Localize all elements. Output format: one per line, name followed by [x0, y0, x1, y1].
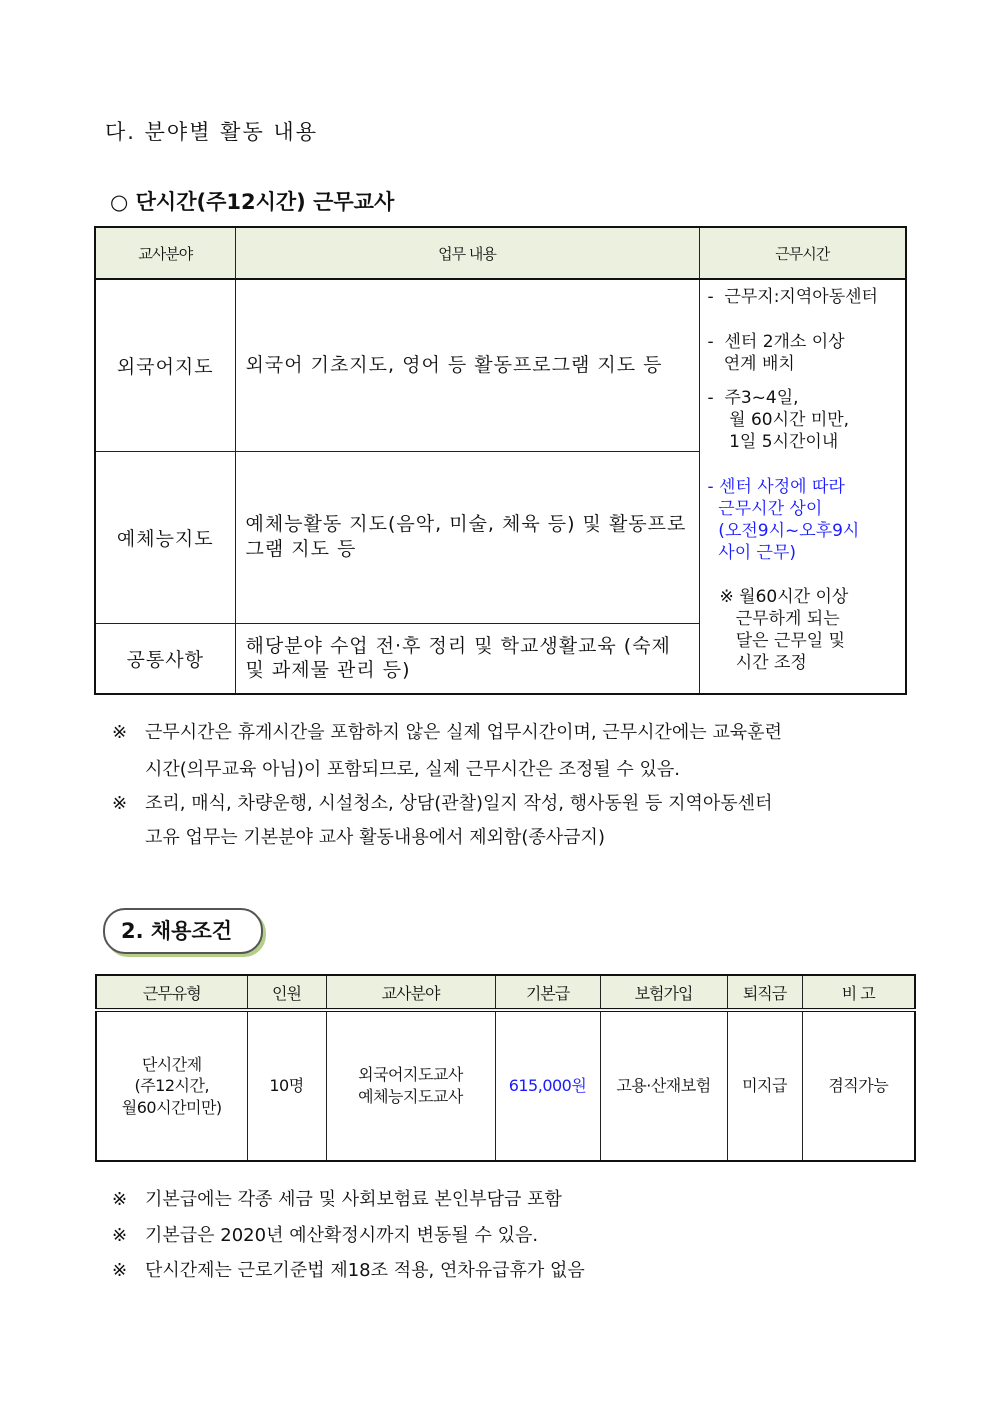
header-remarks: 비 고 [802, 975, 915, 1010]
note-mark: ※ [112, 793, 128, 814]
note-mark: ※ [112, 1260, 128, 1281]
header-insurance: 보험가입 [600, 975, 727, 1010]
header-duty: 업무 내용 [235, 227, 699, 279]
cell-remarks: 겸직가능 [802, 1010, 915, 1161]
header-field: 교사분야 [326, 975, 495, 1010]
header-field: 교사분야 [95, 227, 235, 279]
subsection-heading: ○ 단시간(주12시간) 근무교사 [110, 190, 395, 214]
hours-center-variation: - 센터 사정에 따라 근무시간 상이 (오전9시~오후9시 사이 근무) [707, 477, 860, 564]
note-line: 조리, 매식, 차량운행, 시설청소, 상담(관찰)일지 작성, 행사동원 등 지역아동센터 [145, 793, 773, 814]
hours-note: ※ 월60시간 이상 근무하게 되는 달은 근무일 및 시간 조정 [719, 587, 849, 674]
section-heading: 다. 분야별 활동 내용 [105, 120, 318, 144]
note-working-hours [112, 724, 902, 784]
note-text: 기본급은 2020년 예산확정시까지 변동될 수 있음. [145, 1225, 539, 1246]
note-salary-change [112, 1227, 902, 1249]
note-mark: ※ [112, 1225, 128, 1246]
note-excluded-duties [112, 795, 902, 855]
row-foreign-language-field: 외국어지도 [95, 279, 235, 451]
note-line: 고유 업무는 기본분야 교사 활동내용에서 제외함(종사금지) [145, 827, 605, 848]
note-text: 단시간제는 근로기준법 제18조 적용, 연차유급휴가 없음 [145, 1260, 585, 1281]
row-foreign-language-duty: 외국어 기초지도, 영어 등 활동프로그램 지도 등 [235, 279, 699, 451]
cell-insurance: 고용·산재보험 [600, 1010, 727, 1161]
header-severance: 퇴직금 [727, 975, 802, 1010]
row-common-field: 공통사항 [95, 623, 235, 694]
row-common-duty: 해당분야 수업 전·후 정리 및 학교생활교육 (숙제 및 과제물 관리 등) [235, 623, 699, 694]
note-labor-law [112, 1262, 902, 1284]
note-salary-taxes [112, 1191, 902, 1213]
note-mark: ※ [112, 1189, 128, 1210]
hours-workplace: - 근무지:지역아동센터 [707, 287, 878, 307]
cell-salary: 615,000원 [495, 1010, 600, 1161]
note-line: 근무시간은 휴게시간을 포함하지 않은 실제 업무시간이며, 근무시간에는 교육훈련 [145, 722, 782, 743]
activity-table [94, 226, 907, 695]
header-count: 인원 [247, 975, 326, 1010]
header-hours: 근무시간 [699, 227, 906, 279]
cell-type: 단시간제 (주12시간, 월60시간미만) [96, 1010, 247, 1161]
section-title-pill: 2. 채용조건 [103, 908, 263, 954]
employment-conditions-table [95, 974, 916, 1162]
note-text: 기본급에는 각종 세금 및 사회보험료 본인부담금 포함 [145, 1189, 562, 1210]
cell-count: 10명 [247, 1010, 326, 1161]
cell-severance: 미지급 [727, 1010, 802, 1161]
note-line: 시간(의무교육 아님)이 포함되므로, 실제 근무시간은 조정될 수 있음. [145, 759, 681, 780]
row-arts-field: 예체능지도 [95, 451, 235, 623]
header-salary: 기본급 [495, 975, 600, 1010]
note-mark: ※ [112, 722, 128, 743]
hours-schedule: - 주3~4일, 월 60시간 미만, 1일 5시간이내 [707, 388, 850, 453]
hours-centers: - 센터 2개소 이상 연계 배치 [707, 332, 845, 375]
working-hours-cell [699, 279, 906, 694]
header-type: 근무유형 [96, 975, 247, 1010]
row-arts-duty: 예체능활동 지도(음악, 미술, 체육 등) 및 활동프로그램 지도 등 [235, 451, 699, 623]
cell-field: 외국어지도교사 예체능지도교사 [326, 1010, 495, 1161]
